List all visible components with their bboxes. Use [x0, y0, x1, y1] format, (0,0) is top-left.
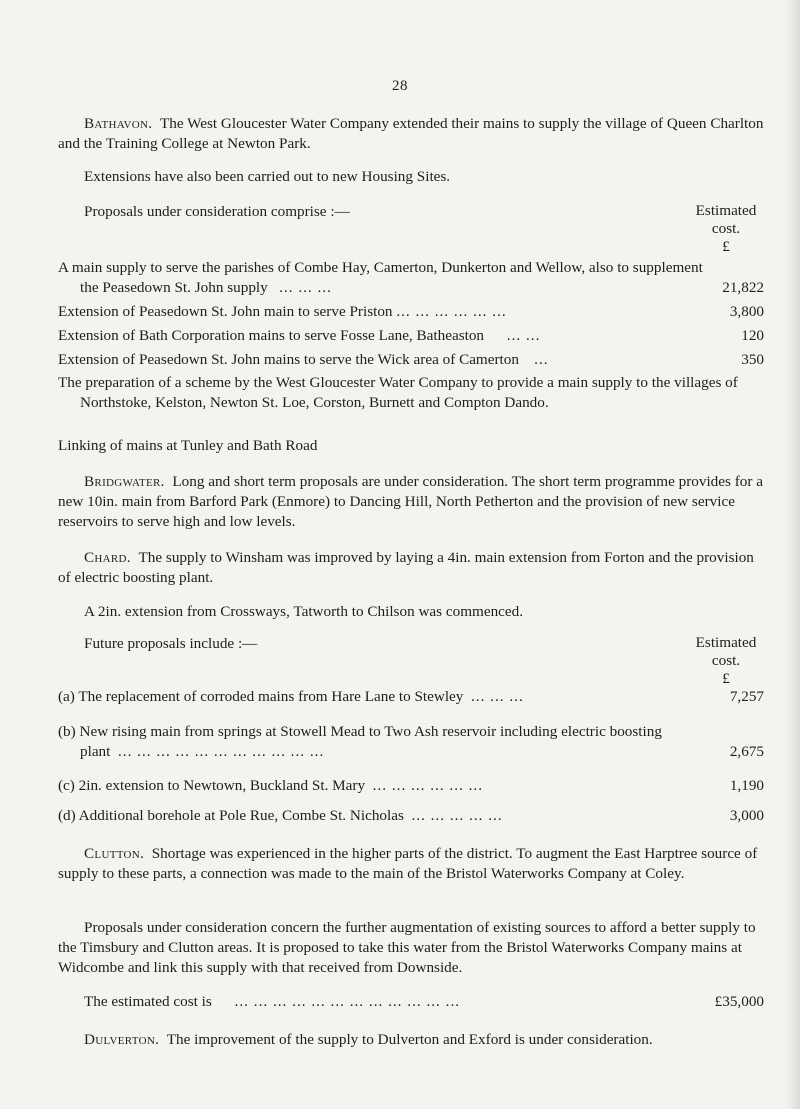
leader-dots: ... ... ... — [279, 279, 332, 296]
bathavon-proposals-label: Proposals under consideration comprise :— — [84, 203, 350, 220]
leader-dots: ... ... ... ... ... ... — [396, 303, 507, 320]
clutton-text: Shortage was experienced in the higher parts of the district. To augment the East Harptree source of supply to these parts, a connection was made to the main of the Bristol Waterworks Company at Coley. — [58, 845, 758, 882]
bathavon-text: The West Gloucester Water Company extended their mains to supply the village of Queen Charlton and the Training College at Newton Park. — [58, 115, 764, 152]
leader-dots: ... ... ... ... ... — [411, 807, 503, 824]
leader-dots: ... ... ... — [470, 688, 524, 705]
bathavon-item-4 — [58, 350, 764, 370]
bathavon-item-5 — [58, 373, 764, 433]
leader-dots: ... — [534, 351, 549, 368]
item-amount: 7,257 — [729, 688, 764, 705]
bridgwater-text: Long and short term proposals are under consideration. The short term programme provides for a new 10in. main from Barford Park (Enmore) to Dancing Hill, North Petherton and the provision of new service reservoirs to serve high and low levels. — [58, 473, 763, 530]
item-desc: (c) 2in. extension to Newtown, Buckland St. Mary — [58, 777, 366, 794]
item-desc: Extension of Peasedown St. John main to serve Priston — [58, 303, 393, 320]
dulverton-paragraph — [58, 1030, 764, 1050]
chard-item-b — [58, 722, 764, 762]
estimated-label: The estimated cost is — [84, 993, 212, 1010]
dulverton-heading: Dulverton. — [84, 1031, 160, 1048]
bathavon-item-1 — [58, 258, 764, 298]
chard-item-d — [58, 806, 764, 826]
item-desc: Linking of mains at Tunley and Bath Road — [58, 437, 318, 454]
item-desc: (b) New rising main from springs at Stowell Mead to Two Ash reservoir including electric boosting plant — [58, 723, 662, 760]
clutton-heading: Clutton. — [84, 845, 145, 862]
bathavon-extensions: Extensions have also been carried out to new Housing Sites. — [84, 168, 451, 185]
cost-header-line3: £ — [722, 670, 730, 687]
cost-header-line3: £ — [722, 238, 730, 255]
leader-dots: ... ... ... ... ... ... ... ... ... ... ... ... — [234, 993, 461, 1010]
item-desc: The preparation of a scheme by the West Gloucester Water Company to provide a main supply to the villages of Northstoke, Kelston, Newton St. Loe, Corston, Burnett and Compton Dando. — [58, 374, 738, 411]
chard-future-label: Future proposals include :— — [84, 635, 258, 652]
chard-cost-header — [676, 634, 776, 688]
leader-dots: ... ... ... ... ... ... — [372, 777, 483, 794]
item-amount: 1,190 — [729, 777, 764, 794]
item-desc: Extension of Peasedown St. John mains to serve the Wick area of Camerton — [58, 351, 519, 368]
item-amount: 21,822 — [722, 279, 764, 296]
bathavon-item-3 — [58, 326, 764, 346]
dulverton-text: The improvement of the supply to Dulverton and Exford is under consideration. — [166, 1031, 653, 1048]
chard-item-a — [58, 687, 764, 707]
page-number: 28 — [392, 78, 408, 94]
item-amount: 3,800 — [729, 303, 764, 320]
cost-header-line2: cost. — [711, 220, 741, 237]
chard-item-c — [58, 776, 764, 796]
item-desc: (a) The replacement of corroded mains from Hare Lane to Stewley — [58, 688, 464, 705]
chard-text-2: A 2in. extension from Crossways, Tatworth to Chilson was commenced. — [84, 603, 524, 620]
chard-text: The supply to Winsham was improved by laying a 4in. main extension from Forton and the provision of electric boosting plant. — [58, 549, 754, 586]
page-edge-shadow — [786, 0, 800, 1109]
clutton-paragraph — [58, 844, 764, 884]
leader-dots: ... ... — [506, 327, 541, 344]
item-desc: A main supply to serve the parishes of Combe Hay, Camerton, Dunkerton and Wellow, also to supplement the Peasedown St. John supply — [58, 259, 703, 296]
cost-header-line2: cost. — [711, 652, 741, 669]
bathavon-cost-header — [676, 202, 776, 256]
bathavon-paragraph — [58, 114, 764, 154]
bathavon-heading: Bathavon. — [84, 115, 153, 132]
item-amount: 2,675 — [729, 743, 764, 760]
estimated-amount: £35,000 — [714, 993, 764, 1010]
item-amount: 3,000 — [729, 807, 764, 824]
cost-header-line1: Estimated — [695, 202, 757, 219]
bathavon-item-2 — [58, 302, 764, 322]
bathavon-item-6 — [58, 436, 764, 456]
cost-header-line1: Estimated — [695, 634, 757, 651]
chard-heading: Chard. — [84, 549, 131, 566]
bridgwater-paragraph — [58, 472, 764, 532]
item-amount: 350 — [741, 351, 764, 368]
item-desc: Extension of Bath Corporation mains to serve Fosse Lane, Batheaston — [58, 327, 485, 344]
item-desc: (d) Additional borehole at Pole Rue, Combe St. Nicholas — [58, 807, 404, 824]
item-amount: 120 — [741, 327, 764, 344]
chard-paragraph — [58, 548, 764, 588]
bridgwater-heading: Bridgwater. — [84, 473, 165, 490]
clutton-estimated-cost — [58, 992, 764, 1012]
clutton-text-2: Proposals under consideration concern the further augmentation of existing sources to afford a better supply to the Timsbury and Clutton areas. It is proposed to take this water from the Bristol Waterworks Company mains at Widcombe and link this supply with that received from Downside. — [58, 919, 756, 976]
leader-dots: ... ... ... ... ... ... ... ... ... ... ... — [117, 743, 325, 760]
